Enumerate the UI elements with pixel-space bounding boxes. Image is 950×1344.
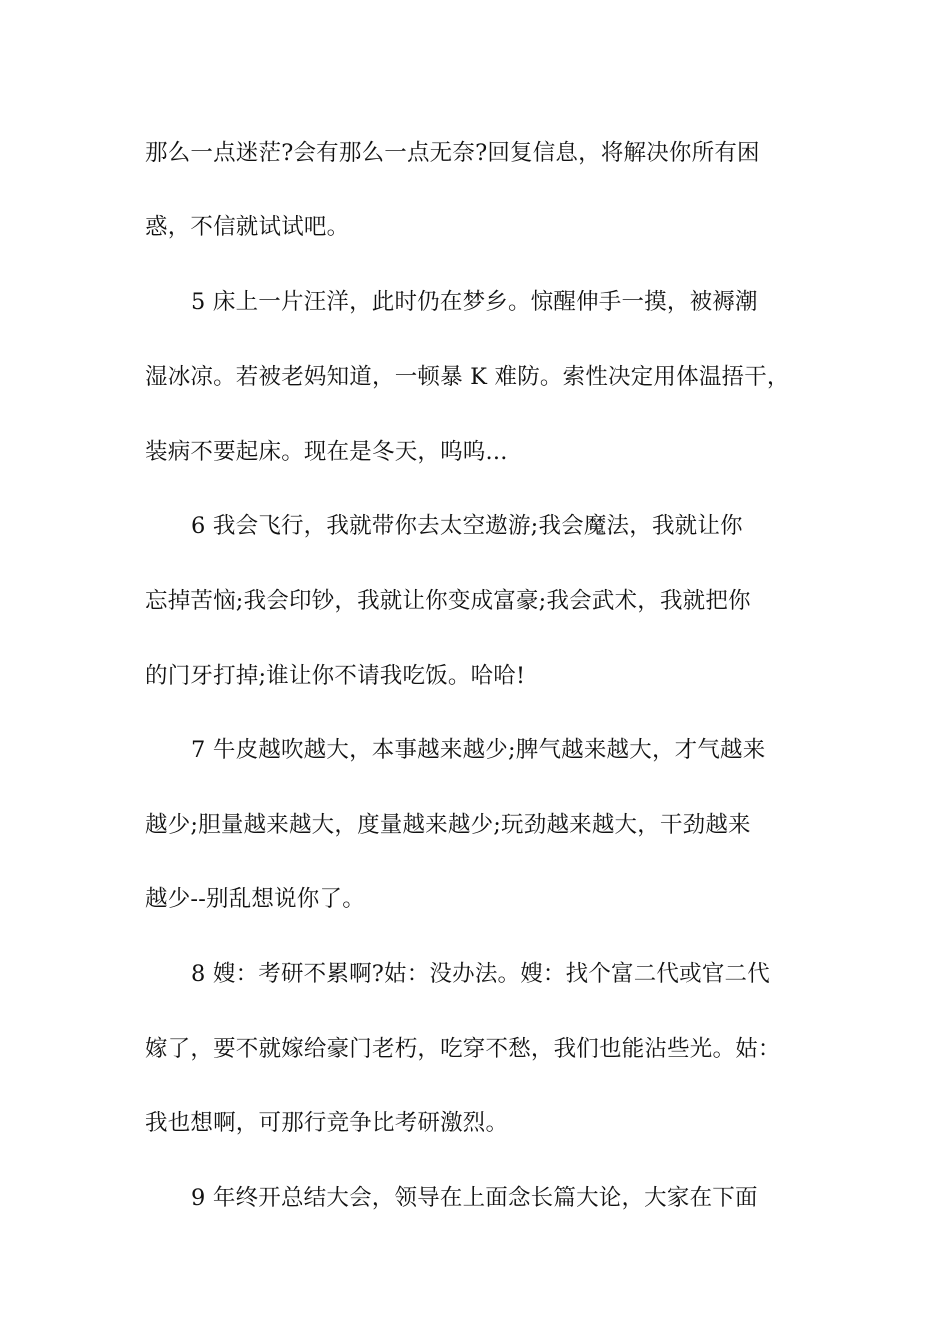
paragraph-8-line-1: 8 嫂：考研不累啊?姑：没办法。嫂：找个富二代或官二代 bbox=[191, 961, 770, 987]
paragraph-6-line-1: 6 我会飞行，我就带你去太空遨游;我会魔法，我就让你 bbox=[191, 513, 743, 539]
paragraph-7-line-2: 越少;胆量越来越大，度量越来越少;玩劲越来越大，干劲越来 bbox=[145, 812, 751, 838]
text-line-1: 那么一点迷茫?会有那么一点无奈?回复信息，将解决你所有困 bbox=[145, 140, 760, 166]
paragraph-5-line-1: 5 床上一片汪洋，此时仍在梦乡。惊醒伸手一摸，被褥潮 bbox=[191, 289, 758, 315]
paragraph-5-line-2: 湿冰凉。若被老妈知道，一顿暴 K 难防。索性决定用体温捂干， bbox=[145, 364, 790, 390]
text-line-2: 惑，不信就试试吧。 bbox=[145, 214, 350, 240]
paragraph-6-line-2: 忘掉苦恼;我会印钞，我就让你变成富豪;我会武术，我就把你 bbox=[145, 588, 751, 614]
paragraph-9-line-1: 9 年终开总结大会，领导在上面念长篇大论，大家在下面 bbox=[191, 1185, 758, 1211]
paragraph-6-line-3: 的门牙打掉;谁让你不请我吃饭。哈哈! bbox=[145, 663, 526, 689]
paragraph-5-line-3: 装病不要起床。现在是冬天，呜呜... bbox=[145, 439, 508, 465]
paragraph-7-line-1: 7 牛皮越吹越大，本事越来越少;脾气越来越大，才气越来 bbox=[191, 737, 766, 763]
paragraph-8-line-3: 我也想啊，可那行竞争比考研激烈。 bbox=[145, 1110, 509, 1136]
paragraph-7-line-3: 越少--别乱想说你了。 bbox=[145, 886, 365, 912]
paragraph-8-line-2: 嫁了，要不就嫁给豪门老朽，吃穿不愁，我们也能沾些光。姑： bbox=[145, 1036, 781, 1062]
